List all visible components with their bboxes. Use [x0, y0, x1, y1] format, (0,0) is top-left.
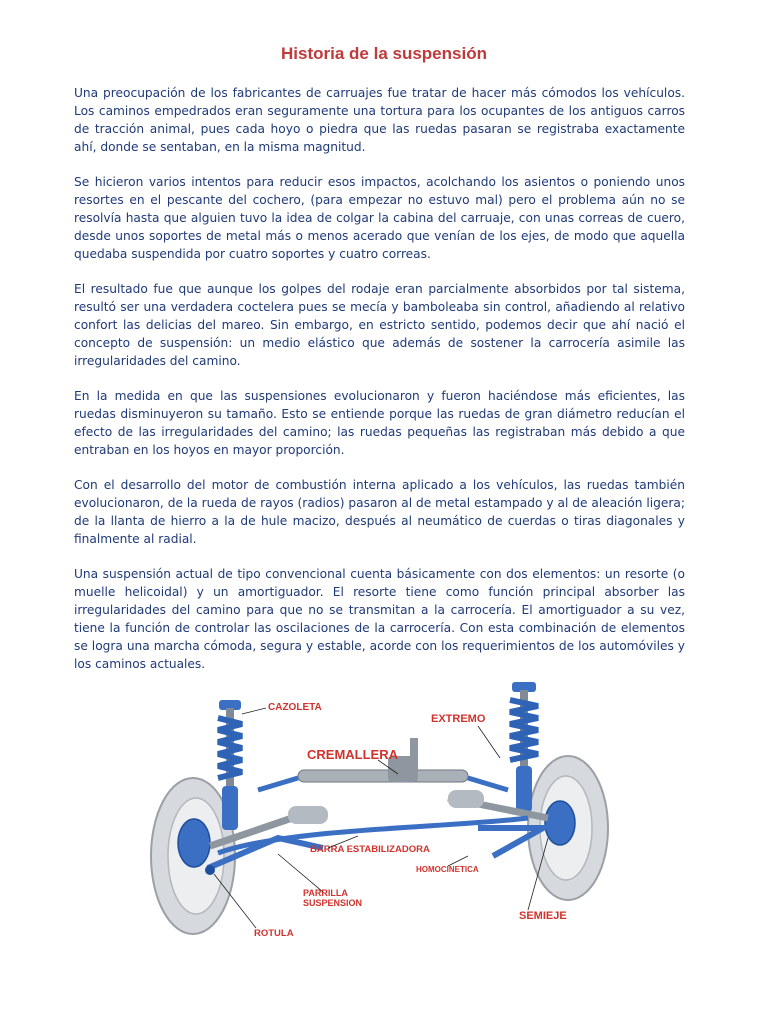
document-title: Historia de la suspensión	[281, 44, 487, 63]
document-body	[74, 84, 685, 690]
label-rotula: ROTULA	[254, 928, 294, 939]
paragraph: Con el desarrollo del motor de combustión interna aplicado a los vehículos, las ruedas también evolucionaron, de la rueda de rayos (radios) pasaron al de metal estampado y al de aleación ligera; de la llanta de hierro a la de hule macizo, después al neumático de cuerdas o tiras diagonales y finalmente al radial.	[74, 478, 685, 546]
label-suspension: SUSPENSION	[303, 898, 363, 908]
half-shafts	[210, 790, 548, 846]
label-parrilla: PARRILLA	[303, 888, 348, 898]
label-cremallera: CREMALLERA	[307, 747, 398, 762]
steering-rack	[258, 738, 508, 790]
suspension-diagram	[148, 678, 618, 946]
label-cazoleta: CAZOLETA	[268, 702, 322, 713]
paragraph: En la medida en que las suspensiones evolucionaron y fueron haciéndose más eficientes, las ruedas disminuyeron su tamaño. Esto se entiende porque las ruedas de gran diámetro reducían el efecto de las irregularidades del camino; las ruedas pequeñas las registraban más debido a que entraban en los hoyos en mayor proporción.	[74, 389, 685, 457]
paragraph: Una preocupación de los fabricantes de carruajes fue tratar de hacer más cómodos los vehículos. Los caminos empedrados eran seguramente una tortura para los ocupantes de los antiguos carros de tracción animal, pues cada hoyo o piedra que las ruedas pasaran se registraba exactamente ahí, donde se sentaban, en la misma magnitud.	[74, 86, 685, 154]
leader-lines	[214, 708, 548, 928]
label-homocinetica: HOMOCINETICA	[416, 865, 479, 874]
paragraph: Se hicieron varios intentos para reducir esos impactos, acolchando los asientos o poniendo unos resortes en el pescante del cochero, (para empezar no estuvo mal) pero el problema aún no se resolvía hasta que alguien tuvo la idea de colgar la cabina del carruaje, con unas correas de cuero, desde unos soportes de metal más o menos acerado que venían de los ejes, de modo que aquella quedaba suspendida por cuatro soportes y cuatro correas.	[74, 175, 685, 261]
label-semieje: SEMIEJE	[519, 910, 567, 922]
paragraph: Una suspensión actual de tipo convencional cuenta básicamente con dos elementos: un resorte (o muelle helicoidal) y un amortiguador. El resorte tiene como función principal absorber las irregularidades del camino para que no se transmitan a la carrocería. El amortiguador a su vez, tiene la función de controlar las oscilaciones de la carrocería. Con esta combinación de elementos se logra una marcha cómoda, segura y estable, acorde con los requerimientos de los automóviles y los caminos actuales.	[74, 567, 685, 671]
label-barra-estabilizadora: BARRA ESTABILIZADORA	[310, 844, 430, 855]
paragraph: El resultado fue que aunque los golpes del rodaje eran parcialmente absorbidos por tal sistema, resultó ser una verdadera coctelera pues se mecía y bamboleaba sin control, añadiendo al relativo confort las delicias del mareo. Sin embargo, en estricto sentido, podemos decir que ahí nació el concepto de suspensión: un medio elástico que además de sostener la carrocería asimile las irregularidades del camino.	[74, 282, 685, 368]
label-extremo: EXTREMO	[431, 713, 486, 725]
